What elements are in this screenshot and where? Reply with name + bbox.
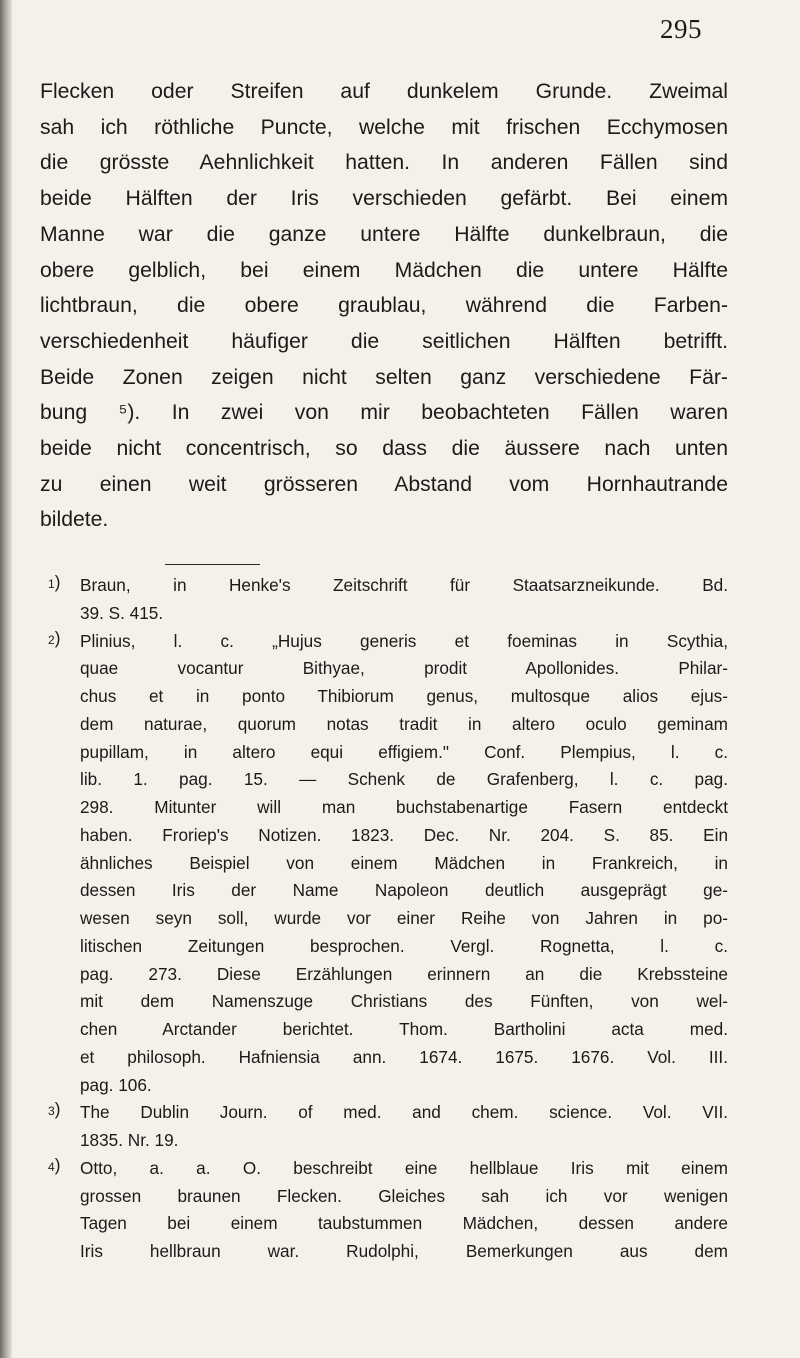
text-line: Manne war die ganze untere Hälfte dunkelbraun, die — [40, 222, 728, 246]
footnote-line: Braun, in Henke's Zeitschrift für Staatsarzneikunde. Bd. — [80, 575, 728, 595]
footnote-marker: 1 ) — [48, 572, 60, 594]
footnote-1 — [48, 572, 728, 628]
footnote-line: quae vocantur Bithyae, prodit Apollonides. Philar- — [80, 658, 728, 679]
footnotes — [48, 572, 728, 1266]
text-line: Beide Zonen zeigen nicht selten ganz verschiedene Fär- — [40, 365, 728, 389]
footnote-line: ähnliches Beispiel von einem Mädchen in Frankreich, in — [80, 852, 728, 873]
footnote-3 — [48, 1099, 728, 1155]
footnote-line: Iris hellbraun war. Rudolphi, Bemerkungen aus dem — [80, 1241, 728, 1261]
footnote-2 — [48, 628, 728, 1100]
footnote-marker: 4 ) — [48, 1155, 60, 1177]
text-line: lichtbraun, die obere graublau, während die Farben- — [40, 294, 728, 318]
footnote-line: The Dublin Journ. of med. and chem. science. Vol. VII. — [80, 1102, 728, 1123]
footnote-line: grossen braunen Flecken. Gleiches sah ich vor wenigen — [80, 1185, 728, 1206]
page-number: 295 — [660, 14, 702, 44]
text-line: Flecken oder Streifen auf dunkelem Grunde. Zweimal — [40, 80, 728, 103]
footnote-line: 39. S. 415. — [80, 602, 164, 623]
footnote-line: dessen Iris der Name Napoleon deutlich ausgeprägt ge- — [80, 880, 728, 901]
footnote-line: lib. 1. pag. 15. — Schenk de Grafenberg, l. c. pag. — [80, 769, 728, 790]
text-line: beide nicht concentrisch, so dass die äussere nach unten — [40, 437, 728, 461]
footnote-line: chus et in ponto Thibiorum genus, multosque alios ejus- — [80, 686, 728, 706]
footnote-line: dem naturae, quorum notas tradit in altero oculo geminam — [80, 713, 728, 734]
footnote-line: mit dem Namenszuge Christians des Fünften, von wel- — [80, 991, 728, 1012]
footnote-line: Tagen bei einem taubstummen Mädchen, dessen andere — [80, 1213, 728, 1234]
text-line: zu einen weit grösseren Abstand vom Hornhautrande — [40, 472, 728, 496]
text-line: bildete. — [40, 508, 109, 532]
footnote-line: Otto, a. a. O. beschreibt eine hellblaue Iris mit einem — [80, 1157, 728, 1178]
text-line: beide Hälften der Iris verschieden gefärbt. Bei einem — [40, 187, 728, 211]
footnote-4 — [48, 1155, 728, 1266]
footnote-line: Plinius, l. c. „Hujus generis et foeminas in Scythia, — [80, 630, 728, 651]
text-line: die grösste Aehnlichkeit hatten. In anderen Fällen sind — [40, 151, 728, 175]
footnote-line: pag. 273. Diese Erzählungen erinnern an die Krebssteine — [80, 963, 728, 984]
main-paragraph — [40, 74, 728, 538]
text-line: obere gelblich, bei einem Mädchen die untere Hälfte — [40, 258, 728, 282]
footnote-line: pupillam, in altero equi effigiem." Conf. Plempius, l. c. — [80, 741, 728, 762]
text-line: sah ich röthliche Puncte, welche mit frischen Ecchymosen — [40, 115, 728, 139]
footnote-divider — [165, 564, 260, 565]
footnote-line: et philosoph. Hafniensia ann. 1674. 1675. 1676. Vol. III. — [80, 1046, 728, 1067]
footnote-line: haben. Froriep's Notizen. 1823. Dec. Nr. 204. S. 85. Ein — [80, 824, 728, 845]
text-line: bung ⁵). In zwei von mir beobachteten Fällen waren — [40, 401, 728, 425]
footnote-marker: 3 ) — [48, 1099, 60, 1121]
footnote-marker: 2 ) — [48, 628, 60, 650]
footnote-line: 298. Mitunter will man buchstabenartige Fasern entdeckt — [80, 797, 728, 817]
footnote-line: wesen seyn soll, wurde vor einer Reihe von Jahren in po- — [80, 908, 728, 928]
text-line: verschiedenheit häufiger die seitlichen Hälften betrifft. — [40, 329, 728, 353]
footnote-line: 1835. Nr. 19. — [80, 1130, 179, 1150]
book-spine-shadow — [0, 0, 12, 1358]
footnote-line: pag. 106. — [80, 1074, 152, 1095]
footnote-line: chen Arctander berichtet. Thom. Bartholini acta med. — [80, 1019, 728, 1039]
footnote-line: litischen Zeitungen besprochen. Vergl. Rognetta, l. c. — [80, 935, 728, 956]
